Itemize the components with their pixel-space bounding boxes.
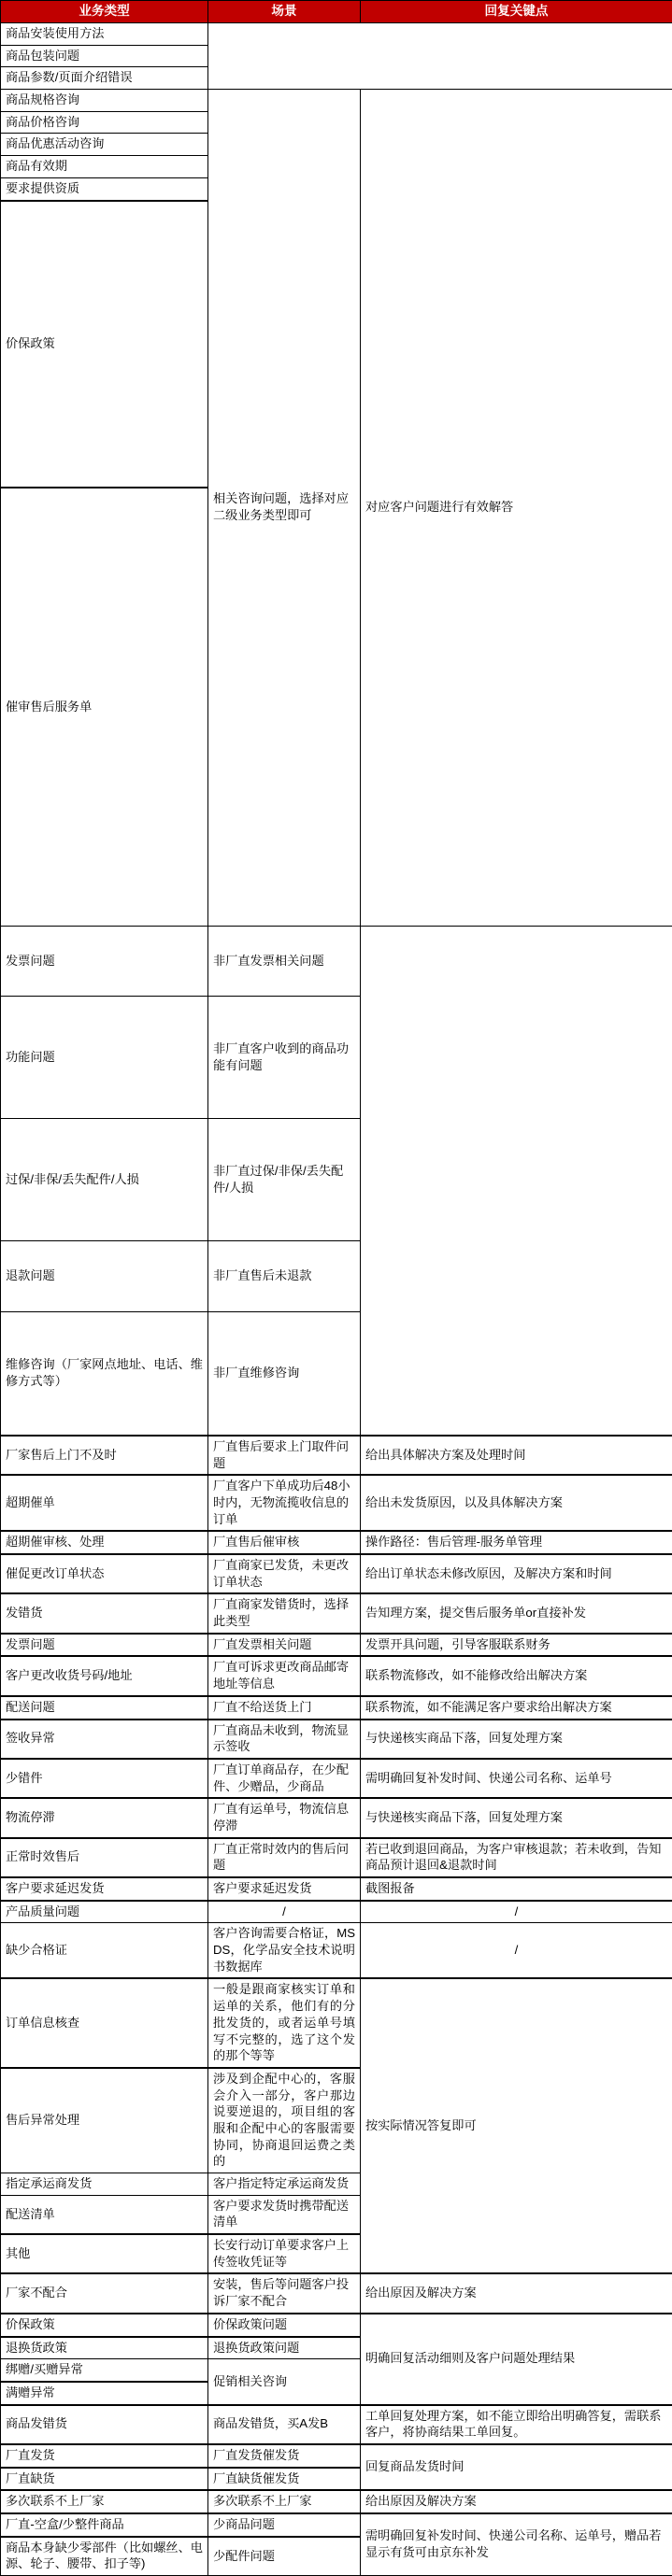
- cell-scene: 厂直发货催发货: [208, 2444, 361, 2468]
- cell-key-points: 需明确回复补发时间、快递公司名称、运单号: [361, 1759, 672, 1798]
- cell-business-type: 售后异常处理: [1, 2068, 208, 2173]
- cell-business-type: 维修咨询（厂家网点地址、电话、维修方式等）: [1, 1311, 208, 1436]
- cell-business-type: 指定承运商发货: [1, 2173, 208, 2196]
- table-body: [1, 23, 672, 2576]
- cell-scene: 少配件问题: [208, 2537, 361, 2576]
- cell-key-points: 给出具体解决方案及处理时间: [361, 1436, 672, 1475]
- table-row: [1, 1241, 672, 1311]
- table-row: [1, 1554, 672, 1593]
- table-row: [1, 1901, 672, 1923]
- table-row: [1, 67, 672, 90]
- cell-key-points: 给出原因及解决方案: [361, 2490, 672, 2513]
- cell-key-points: 联系物流，如不能满足客户要求给出解决方案: [361, 1696, 672, 1720]
- cell-business-type: 商品有效期: [1, 156, 208, 178]
- cell-business-type: 配送问题: [1, 1696, 208, 1720]
- cell-key-points: 回复商品发货时间: [361, 2444, 672, 2490]
- cell-business-type: 物流停滞: [1, 1798, 208, 1837]
- cell-business-type: 超期催审核、处理: [1, 1531, 208, 1554]
- cell-key-points: 联系物流修改，如不能修改给出解决方案: [361, 1656, 672, 1695]
- cell-business-type: 客户要求延迟发货: [1, 1877, 208, 1901]
- table-row: [1, 23, 672, 46]
- cell-scene: 非厂直客户收到的商品功能有问题: [208, 997, 361, 1119]
- cell-business-type: 商品规格咨询: [1, 90, 208, 112]
- cell-scene: 厂直售后催审核: [208, 1531, 361, 1554]
- cell-key-points: 明确回复活动细则及客户问题处理结果: [361, 2314, 672, 2405]
- table-row: [1, 1923, 672, 1979]
- cell-scene: 非厂直发票相关问题: [208, 926, 361, 996]
- cell-scene: 客户咨询需要合格证，MSDS，化学品安全技术说明书数据库: [208, 1923, 361, 1979]
- cell-key-points: 给出原因及解决方案: [361, 2273, 672, 2313]
- cell-scene: 长安行动订单要求客户上传签收凭证等: [208, 2234, 361, 2273]
- table-row: [1, 1656, 672, 1695]
- cell-key-points: 按实际情况答复即可: [361, 1978, 672, 2273]
- table-row: [1, 1531, 672, 1554]
- cell-key-points: 需明确回复补发时间、快递公司名称、运单号，赠品若显示有货可由京东补发: [361, 2513, 672, 2576]
- cell-business-type: 其他: [1, 2234, 208, 2273]
- cell-business-type: 发票问题: [1, 1634, 208, 1657]
- cell-key-points: 给出未发货原因，以及具体解决方案: [361, 1475, 672, 1531]
- cell-business-type: 退款问题: [1, 1241, 208, 1311]
- cell-scene: 价保政策问题: [208, 2314, 361, 2337]
- table-row: [1, 1877, 672, 1901]
- cell-scene: 厂直正常时效内的售后问题: [208, 1838, 361, 1877]
- cell-scene: /: [208, 1901, 361, 1923]
- table-row: [1, 1593, 672, 1633]
- table-row: [1, 1720, 672, 1759]
- cell-business-type: 商品发错货: [1, 2405, 208, 2444]
- table-row: [1, 2405, 672, 2444]
- cell-key-points: 给出订单状态未修改原因，及解决方案和时间: [361, 1554, 672, 1593]
- table-row: [1, 1978, 672, 2067]
- cell-scene: 厂直有运单号，物流信息停滞: [208, 1798, 361, 1837]
- cell-business-type: 厂直缺货: [1, 2468, 208, 2491]
- cell-scene: 厂直可诉求更改商品邮寄地址等信息: [208, 1656, 361, 1695]
- header-row: [1, 1, 672, 23]
- cell-scene: 厂直不给送货上门: [208, 1696, 361, 1720]
- cell-scene: 厂直订单商品存，在少配件、少赠品，少商品: [208, 1759, 361, 1798]
- table-row: [1, 2444, 672, 2468]
- cell-key-points: 若已收到退回商品，为客户审核退款；若未收到，告知商品预计退回&退款时间: [361, 1838, 672, 1877]
- cell-business-type: 商品安装使用方法: [1, 23, 208, 46]
- cell-business-type: 超期催单: [1, 1475, 208, 1531]
- cell-scene: 非厂直售后未退款: [208, 1241, 361, 1311]
- cell-business-type: 商品优惠活动咨询: [1, 134, 208, 156]
- cell-scene: 促销相关咨询: [208, 2359, 361, 2405]
- cell-scene: 厂直商品未收到，物流显示签收: [208, 1720, 361, 1759]
- cell-scene: 相关咨询问题，选择对应二级业务类型即可: [208, 90, 361, 927]
- cell-key-points: 告知理方案，提交售后服务单or直接补发: [361, 1593, 672, 1633]
- cell-business-type: 少错件: [1, 1759, 208, 1798]
- cell-business-type: 配送清单: [1, 2195, 208, 2234]
- table-row: [1, 2490, 672, 2513]
- cell-scene: 厂直商家发错货时，选择此类型: [208, 1593, 361, 1633]
- cell-business-type: 要求提供资质: [1, 177, 208, 200]
- table-row: [1, 1475, 672, 1531]
- header-cell-key-points: 回复关键点: [361, 1, 672, 23]
- cell-business-type: 商品本身缺少零部件（比如螺丝、电源、轮子、腰带、扣子等): [1, 2537, 208, 2576]
- cell-business-type: 厂直-空盒/少整件商品: [1, 2513, 208, 2537]
- cell-scene: 厂直缺货催发货: [208, 2468, 361, 2491]
- table-row: [1, 997, 672, 1119]
- cell-key-points: 工单回复处理方案，如不能立即给出明确答复，需联系客户，将协商结果工单回复。: [361, 2405, 672, 2444]
- cell-scene: 非厂直维修咨询: [208, 1311, 361, 1436]
- cell-scene: 退换货政策问题: [208, 2337, 361, 2359]
- cell-key-points: 操作路径：售后管理-服务单管理: [361, 1531, 672, 1554]
- cell-business-type: 产品质量问题: [1, 1901, 208, 1923]
- cell-business-type: 商品包装问题: [1, 45, 208, 67]
- cell-scene: 多次联系不上厂家: [208, 2490, 361, 2513]
- table-row: [1, 1311, 672, 1436]
- cell-business-type: 满赠异常: [1, 2382, 208, 2405]
- cell-scene: 客户要求延迟发货: [208, 1877, 361, 1901]
- table-header: [1, 1, 672, 23]
- cell-scene: 客户要求发货时携带配送清单: [208, 2195, 361, 2234]
- table-row: [1, 45, 672, 67]
- table-row: [1, 1119, 672, 1241]
- cell-scene: 非厂直过保/非保/丢失配件/人损: [208, 1119, 361, 1241]
- cell-key-points: 与快递核实商品下落，回复处理方案: [361, 1798, 672, 1837]
- cell-business-type: 客户更改收货号码/地址: [1, 1656, 208, 1695]
- table-row: [1, 2273, 672, 2313]
- cell-key-points: /: [361, 1923, 672, 1979]
- cell-business-type: 价保政策: [1, 2314, 208, 2337]
- cell-business-type: 商品价格咨询: [1, 111, 208, 134]
- cell-business-type: 过保/非保/丢失配件/人损: [1, 1119, 208, 1241]
- table-row: [1, 1798, 672, 1837]
- cell-business-type: 催审售后服务单: [1, 488, 208, 926]
- cell-business-type: 正常时效售后: [1, 1838, 208, 1877]
- cell-scene: 涉及到企配中心的，客服会介入一部分，客户那边说要逆退的，项目组的客服和企配中心的客服需要协同，协商退回运费之类的: [208, 2068, 361, 2173]
- cell-key-points: /: [361, 1901, 672, 1923]
- cell-scene: 厂直商家已发货，未更改订单状态: [208, 1554, 361, 1593]
- cell-scene: 厂直发票相关问题: [208, 1634, 361, 1657]
- cell-scene: 厂直客户下单成功后48小时内，无物流揽收信息的订单: [208, 1475, 361, 1531]
- table-row: [1, 2513, 672, 2537]
- cell-business-type: 退换货政策: [1, 2337, 208, 2359]
- cell-scene: 商品发错货，买A发B: [208, 2405, 361, 2444]
- cell-business-type: 厂家售后上门不及时: [1, 1436, 208, 1475]
- cell-business-type: 催促更改订单状态: [1, 1554, 208, 1593]
- header-cell-scene: 场景: [208, 1, 361, 23]
- cell-scene: 一般是跟商家核实订单和运单的关系，他们有的分批发货的，或者运单号填写不完整的，选了这个发的那个等等: [208, 1978, 361, 2067]
- table-row: [1, 1759, 672, 1798]
- cell-scene: 厂直售后要求上门取件问题: [208, 1436, 361, 1475]
- table-row: [1, 2314, 672, 2337]
- cell-scene: 少商品问题: [208, 2513, 361, 2537]
- cell-business-type: 功能问题: [1, 997, 208, 1119]
- cell-scene: 安装，售后等问题客户投诉厂家不配合: [208, 2273, 361, 2313]
- table-row: [1, 1838, 672, 1877]
- cell-business-type: 发票问题: [1, 926, 208, 996]
- cell-business-type: 缺少合格证: [1, 1923, 208, 1979]
- cell-business-type: 绑赠/买赠异常: [1, 2359, 208, 2382]
- cell-scene: 客户指定特定承运商发货: [208, 2173, 361, 2196]
- cell-key-points: 截图报备: [361, 1877, 672, 1901]
- table-row: [1, 90, 672, 112]
- cell-business-type: 价保政策: [1, 201, 208, 488]
- cell-business-type: 厂直发货: [1, 2444, 208, 2468]
- cell-business-type: 发错货: [1, 1593, 208, 1633]
- header-cell-business-type: 业务类型: [1, 1, 208, 23]
- table-row: [1, 1634, 672, 1657]
- cell-key-points: 与快递核实商品下落，回复处理方案: [361, 1720, 672, 1759]
- cell-business-type: 厂家不配合: [1, 2273, 208, 2313]
- cell-key-points: 发票开具问题，引导客服联系财务: [361, 1634, 672, 1657]
- cell-business-type: 多次联系不上厂家: [1, 2490, 208, 2513]
- table-row: [1, 926, 672, 996]
- cell-business-type: 订单信息核查: [1, 1978, 208, 2067]
- cell-business-type: 商品参数/页面介绍错误: [1, 67, 208, 90]
- cell-key-points: 对应客户问题进行有效解答: [361, 90, 672, 927]
- cell-business-type: 签收异常: [1, 1720, 208, 1759]
- table-row: [1, 1696, 672, 1720]
- table-row: [1, 1436, 672, 1475]
